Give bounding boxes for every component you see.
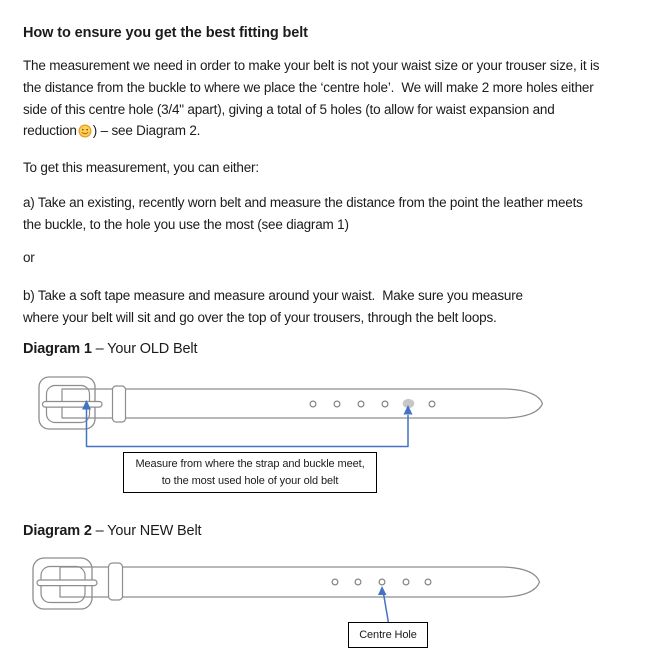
belt2-hole-5 <box>425 579 431 585</box>
belt1-hole-2 <box>334 401 340 407</box>
intro-line4-after: ) – see Diagram 2. <box>92 123 201 139</box>
belt1-buckle-outer <box>39 377 95 429</box>
belt2-centre-hole <box>379 579 385 585</box>
measure-bracket-line <box>87 408 409 447</box>
belt1-buckle-inner <box>47 386 90 423</box>
measurement-options-intro: To get this measurement, you can either: <box>23 160 259 175</box>
diagram1-caption-bold: Diagram 1 <box>23 341 92 357</box>
belt2-buckle-prong <box>37 580 97 586</box>
belt1-holes <box>310 401 435 407</box>
or-label: or <box>23 250 35 265</box>
worn-hole-pointer-arrow-icon <box>404 405 413 415</box>
belt1-graphic <box>39 377 543 447</box>
measure-callout-box: Measure from where the strap and buckle meet, to the most used hole of your old belt <box>123 452 377 493</box>
centre-hole-pointer-arrow-icon <box>378 586 387 595</box>
centre-hole-callout-box: Centre Hole <box>348 622 428 648</box>
page-title: How to ensure you get the best fitting belt <box>23 25 308 41</box>
smiley-face-icon <box>78 124 92 138</box>
belt1-buckle-prong <box>43 402 103 408</box>
belt1-keeper-loop <box>113 386 126 422</box>
diagram1-caption <box>23 341 197 357</box>
option-a-paragraph: a) Take an existing, recently worn belt and measure the distance from the point the leather meets the buckle, to the hole you use the most (see diagram 1) <box>23 195 583 232</box>
belt2-hole-2 <box>355 579 361 585</box>
intro-line4-before: reduction <box>23 123 77 139</box>
belt1-strap <box>62 389 543 418</box>
intro-paragraph-last-line <box>23 120 599 142</box>
belt2-hole-1 <box>332 579 338 585</box>
belt2-strap <box>60 567 540 597</box>
buckle-pointer-arrow-icon <box>82 400 91 410</box>
diagram2-caption-rest: – Your NEW Belt <box>91 523 202 539</box>
diagram1-caption-rest: – Your OLD Belt <box>91 341 198 357</box>
belt1-hole-3 <box>358 401 364 407</box>
belt2-keeper-loop <box>109 563 123 600</box>
belt2-holes <box>332 579 431 585</box>
belt1-hole-4 <box>382 401 388 407</box>
belt1-worn-hole <box>403 399 415 408</box>
belt2-buckle-outer <box>33 558 92 609</box>
intro-paragraph <box>23 55 599 142</box>
option-b-paragraph: b) Take a soft tape measure and measure around your waist. Make sure you measure where your belt will sit and go over the top of your trousers, through the belt loops. <box>23 288 523 325</box>
belt2-graphic <box>33 558 540 623</box>
belt1-hole-1 <box>310 401 316 407</box>
belt2-buckle-inner <box>41 567 85 603</box>
centre-hole-pointer-line <box>384 594 389 624</box>
diagram2-caption-bold: Diagram 2 <box>23 523 92 539</box>
diagram2-caption <box>23 523 201 539</box>
intro-paragraph-lines: The measurement we need in order to make your belt is not your waist size or your trouser size, it is the distance from the buckle to where we place the ‘centre hole’. We will make 2 more holes either side of this centre hole (3/4" apart), giving a total of 5 holes (to allow for waist expansion and <box>23 58 600 117</box>
belt2-hole-4 <box>403 579 409 585</box>
belt1-hole-6 <box>429 401 435 407</box>
